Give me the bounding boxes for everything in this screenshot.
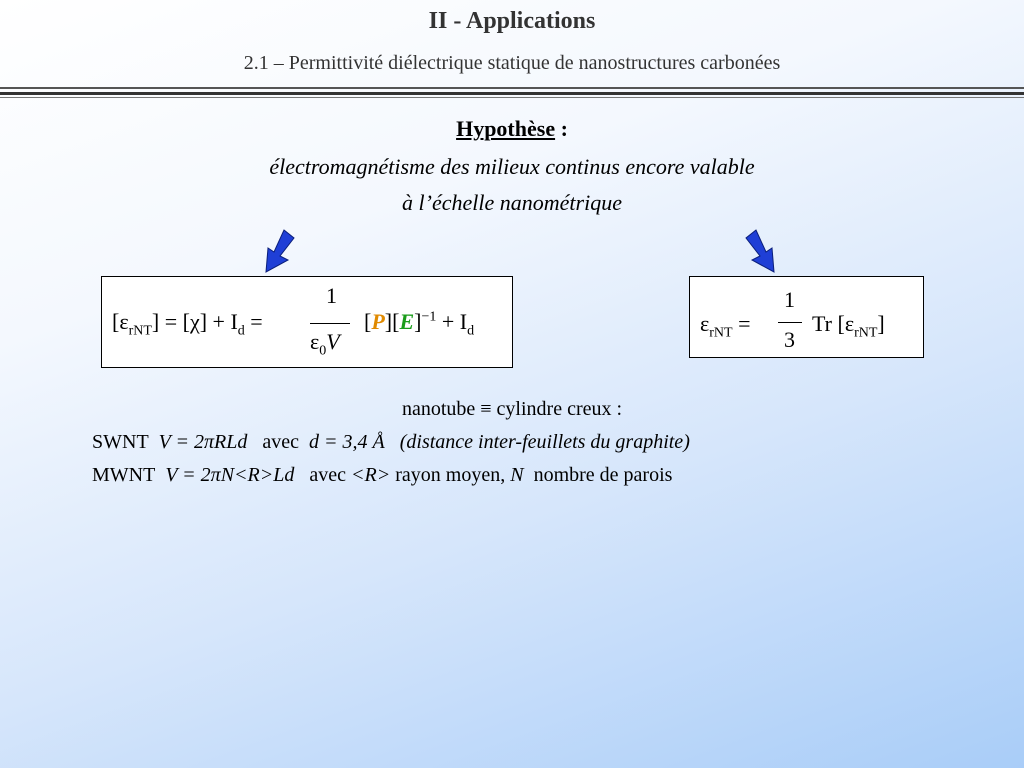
epsilon0-symbol: ε (310, 329, 320, 354)
epsilon-symbol: ε (700, 311, 710, 336)
epsilon-symbol: ε (119, 309, 129, 334)
mwnt-radius-text: rayon moyen, (395, 464, 506, 486)
hypothesis-line-1: électromagnétisme des milieux continus encore valable (269, 154, 755, 179)
equation-right-rhs: Tr $[\varepsilon_{rNT}]$ (812, 311, 885, 341)
chi-symbol: χ (189, 309, 200, 334)
swnt-label: SWNT (92, 431, 149, 453)
slide-subtitle: 2.1 – Permittivité diélectrique statique de nanostructures carbonées (243, 52, 781, 74)
subscript-rnt: rNT (128, 323, 152, 339)
header-divider (0, 87, 1024, 89)
swnt-avec: avec (262, 431, 300, 453)
mwnt-n-symbol: N (510, 464, 524, 486)
equation-box-left (101, 276, 513, 368)
mwnt-formula: V = 2πN<R>Ld (165, 464, 295, 486)
nanotube-definition: nanotube ≡ cylindre creux : (401, 398, 623, 420)
superscript-minus-one: −1 (421, 309, 437, 325)
header-divider (0, 92, 1024, 95)
mwnt-label: MWNT (92, 464, 156, 486)
slide-title: II - Applications (428, 8, 596, 34)
epsilon-symbol: ε (844, 311, 855, 336)
hypothesis-label: Hypothèse (456, 116, 556, 141)
mwnt-radius-symbol: <R> (351, 464, 391, 486)
field-symbol: E (399, 309, 415, 334)
fraction-denominator (310, 329, 340, 359)
mwnt-avec: avec (309, 464, 347, 486)
swnt-formula: V = 2πRLd (158, 431, 248, 453)
subscript-rnt: rNT (854, 325, 878, 341)
fraction-bar (310, 323, 350, 324)
hypothesis-heading (0, 116, 1024, 142)
arrow-down-left-icon (258, 228, 308, 274)
trace-operator: Tr (812, 311, 832, 336)
subscript-0: 0 (319, 343, 327, 359)
fraction-numerator: 1 (326, 283, 337, 308)
header-divider (0, 97, 1024, 98)
identity-symbol: I (459, 309, 468, 334)
mwnt-line (92, 464, 672, 487)
subscript-d: d (237, 323, 245, 339)
swnt-distance: d = 3,4 Å (309, 431, 385, 453)
hypothesis-colon: : (555, 116, 568, 141)
subscript-rnt: rNT (709, 325, 733, 341)
fraction-numerator: 1 (784, 287, 795, 312)
volume-symbol: V (326, 329, 340, 354)
identity-symbol: I (230, 309, 238, 334)
equation-left-lhs: $[\varepsilon_{rNT}] = [\chi] + I_d$ = (112, 309, 263, 339)
hypothesis-line-2: à l’échelle nanométrique (402, 190, 622, 215)
fraction-bar (778, 322, 802, 323)
polarization-symbol: P (371, 309, 385, 334)
mwnt-walls-text: nombre de parois (533, 464, 673, 486)
equation-box-right (689, 276, 924, 358)
fraction-denominator: 3 (784, 327, 795, 352)
equation-right-lhs: $\varepsilon_{rNT}$ = (700, 311, 751, 341)
swnt-line (92, 431, 690, 454)
subscript-d: d (467, 323, 475, 339)
swnt-note: (distance inter-feuillets du graphite) (399, 431, 690, 453)
arrow-down-right-icon (742, 228, 792, 274)
equation-left-rhs: $[P][E]^{-1} + I_d$ (364, 309, 475, 339)
